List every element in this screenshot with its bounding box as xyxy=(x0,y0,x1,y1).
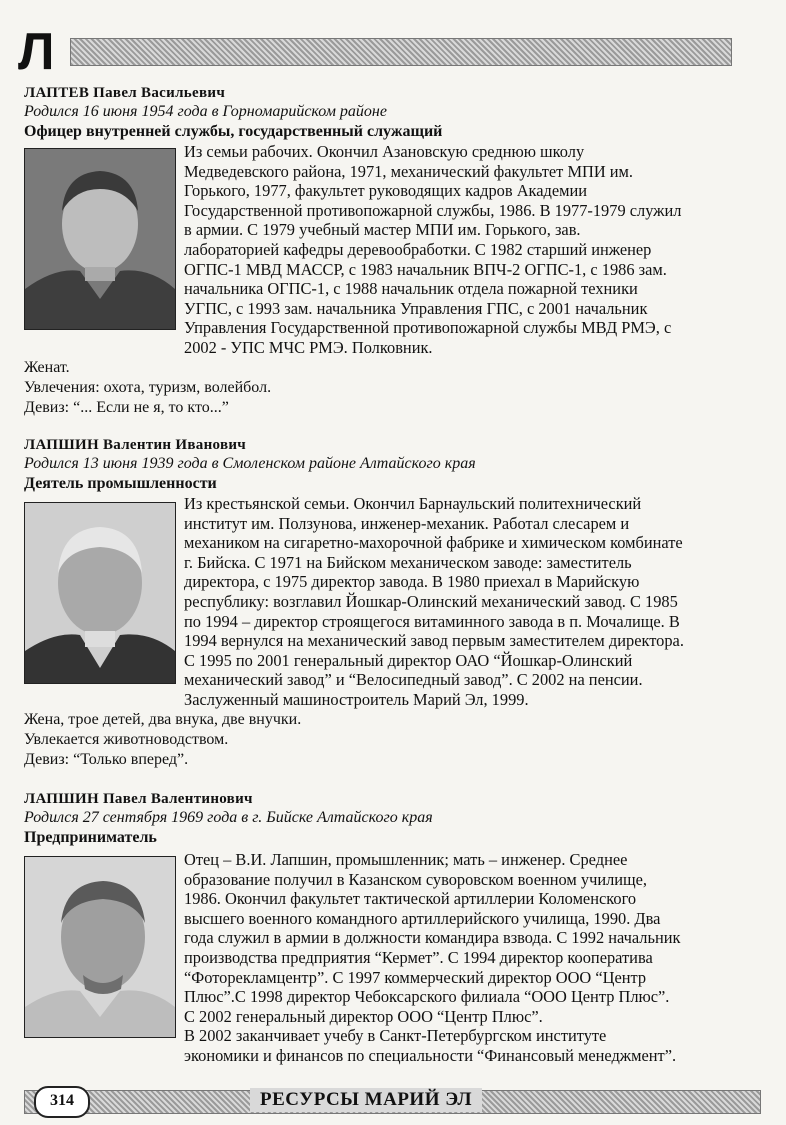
tail-line: Жена, трое детей, два внука, две внучки. xyxy=(24,711,302,728)
tail-line: Девиз: “Только вперед”. xyxy=(24,751,189,768)
bio-line: производства предприятия “Кермет”. С 1994 директор кооператива xyxy=(184,947,653,967)
entry-lapshin-p xyxy=(24,790,759,1065)
bio-line: Из семьи рабочих. Окончил Азановскую среднюю школу xyxy=(184,142,585,161)
bio-line: высшего военного командного артиллерийского училища, 1990. Два xyxy=(184,908,661,928)
bio-line: С 1995 по 2001 генеральный директор ОАО “Йошкар-Олинский xyxy=(184,650,633,670)
portrait-photo xyxy=(24,502,176,684)
bio-line: 1986. Окончил факультет тактической артиллерии Коломенского xyxy=(184,889,637,909)
portrait-image xyxy=(25,149,175,329)
bio-line: лабораторией кафедры деревообработки. С 1982 старший инженер xyxy=(184,239,652,259)
bio-line: механический завод” и “Велосипедный завод”. С 2002 на пенсии. xyxy=(184,670,643,690)
entry-bio xyxy=(184,494,759,710)
bio-line: Заслуженный машиностроитель Марий Эл, 1999. xyxy=(184,689,529,709)
entry-bio xyxy=(184,142,759,358)
portrait-image xyxy=(25,857,175,1037)
bio-line: “Фоторекламцентр”. С 1997 коммерческий директор ООО “Центр xyxy=(184,967,647,987)
bio-line: механиком на сигаретно-махорочной фабрике и химическом комбинате xyxy=(184,533,683,553)
portrait-photo xyxy=(24,148,176,330)
portrait-photo xyxy=(24,856,176,1038)
bio-line: Из крестьянской семьи. Окончил Барнаульский политехнический xyxy=(184,494,642,513)
bio-line: в армии. С 1979 учебный мастер МПИ им. Горького, зав. xyxy=(184,220,581,240)
bio-line: Отец – В.И. Лапшин, промышленник; мать – инженер. Среднее xyxy=(184,850,628,869)
bio-line: г. Бийска. С 1971 на Бийском механическом заводе: заместитель xyxy=(184,552,632,572)
entry-birth: Родился 13 июня 1939 года в Смоленском районе Алтайского края xyxy=(24,455,476,472)
entry-tail xyxy=(24,358,271,418)
page-number: 314 xyxy=(34,1086,90,1118)
entry-name: ЛАПШИН Павел Валентинович xyxy=(24,791,253,807)
entry-lapshin-v xyxy=(24,436,759,768)
bio-line: Горького, 1977, факультет руководящих кадров Академии xyxy=(184,181,588,201)
entry-occupation: Предприниматель xyxy=(24,829,157,846)
bio-line: ОГПС-1 МВД МАССР, с 1983 начальник ВПЧ-2 ОГПС-1, с 1986 зам. xyxy=(184,259,667,279)
bio-line: директора, с 1975 директор завода. В 1980 приехал в Марийскую xyxy=(184,572,640,592)
section-letter: Л xyxy=(18,23,55,81)
bio-line: институт им. Ползунова, инженер-механик. Работал слесарем и xyxy=(184,513,630,533)
portrait-image xyxy=(25,503,175,683)
entry-laptev xyxy=(24,84,759,416)
entry-tail xyxy=(24,710,301,770)
entry-occupation: Деятель промышленности xyxy=(24,475,217,492)
bio-line: Управления Государственной противопожарной службы МВД РМЭ, с xyxy=(184,318,672,338)
entry-birth: Родился 27 сентября 1969 года в г. Бийске Алтайского края xyxy=(24,809,433,826)
bio-line: Государственной противопожарной службы, 1986. В 1977-1979 служил xyxy=(184,200,682,220)
header-band xyxy=(70,38,732,66)
bio-line: начальника ОГПС-1, с 1988 начальник отдела пожарной техники xyxy=(184,279,638,299)
footer-title: РЕСУРСЫ МАРИЙ ЭЛ xyxy=(250,1088,482,1112)
bio-line: республику: возглавил Йошкар-Олинский механический завод. С 1985 xyxy=(184,591,678,611)
tail-line: Женат. xyxy=(24,359,70,376)
entry-name: ЛАПШИН Валентин Иванович xyxy=(24,437,247,453)
bio-line: С 2002 генеральный директор ООО “Центр Плюс”. xyxy=(184,1006,543,1026)
bio-line: образование получил в Казанском суворовском военном училище, xyxy=(184,869,648,889)
tail-line: Увлечения: охота, туризм, волейбол. xyxy=(24,379,272,396)
tail-line: Увлекается животноводством. xyxy=(24,731,229,748)
bio-line: Плюс”.С 1998 директор Чебоксарского филиала “ООО Центр Плюс”. xyxy=(184,987,670,1007)
bio-line: УГПС, с 1993 зам. начальника Управления ГПС, с 2001 начальник xyxy=(184,298,648,318)
bio-line: экономики и финансов по специальности “Финансовый менеджмент”. xyxy=(184,1045,677,1065)
entry-bio xyxy=(184,850,759,1066)
tail-line: Девиз: “... Если не я, то кто...” xyxy=(24,399,229,416)
entry-occupation: Офицер внутренней службы, государственный служащий xyxy=(24,123,443,140)
bio-line: 2002 - УПС МЧС РМЭ. Полковник. xyxy=(184,337,433,357)
bio-line: по 1994 – директор строящегося витаминного завода в п. Мочалище. В xyxy=(184,611,680,631)
bio-line: года служил в армии в должности командира взвода. С 1992 начальник xyxy=(184,928,681,948)
entry-name: ЛАПТЕВ Павел Васильевич xyxy=(24,85,226,101)
entry-birth: Родился 16 июня 1954 года в Горномарийском районе xyxy=(24,103,387,120)
bio-line: 1994 вернулся на механический завод первым заместителем директора. xyxy=(184,631,684,651)
bio-line: В 2002 заканчивает учебу в Санкт-Петербургском институте xyxy=(184,1026,607,1046)
bio-line: Медведевского района, 1971, механический факультет МПИ им. xyxy=(184,161,634,181)
